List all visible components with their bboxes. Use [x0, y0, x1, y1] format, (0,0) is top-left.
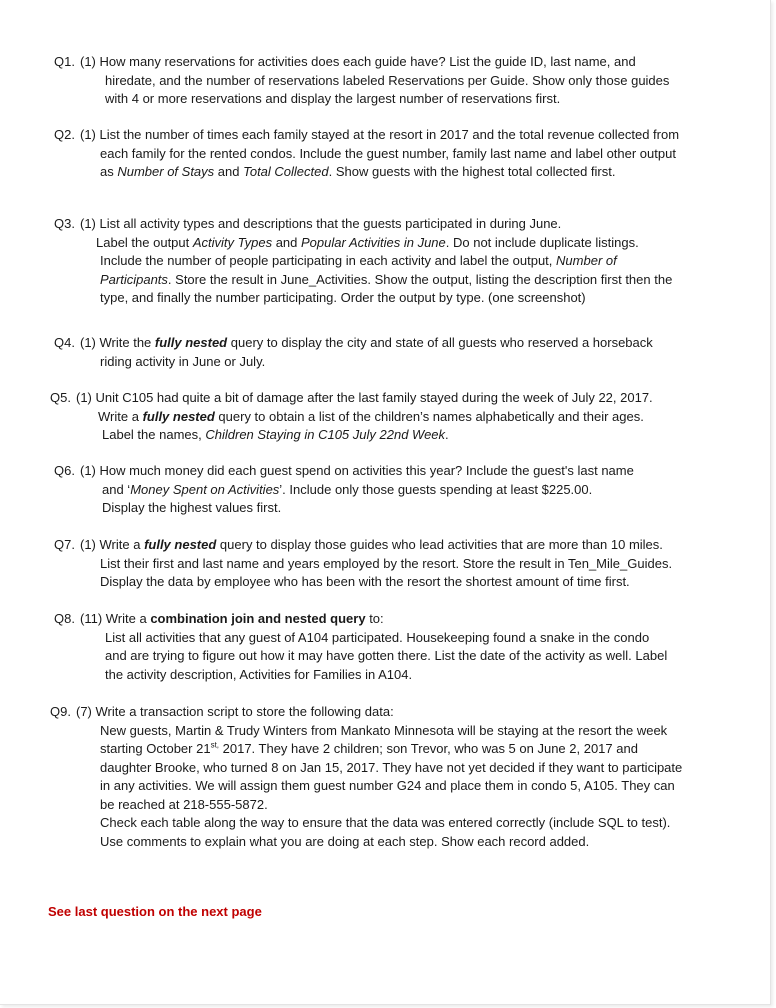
question-3: Q3. (1) List all activity types and descriptions that the guests participated in during June. Label the output Activity Types and Popular Activities in June. Do not include duplicate listings. Include the number of people participating in each activity and label the output, Number of Participants. Store the result in June_Activities. Show the output, listing the description first then the type, and finally the number participating. Order the output by type. (one screenshot): [54, 216, 673, 305]
question-6: Q6. (1) How much money did each guest spend on activities this year? Include the guest's last name and ‘Money Spent on Activities’. Include only those guests spending at least $225.00. Display the highest values first.: [54, 463, 634, 515]
question-1: Q1. (1) How many reservations for activities does each guide have? List the guide ID, last name, and hiredate, and the number of reservations labeled Reservations per Guide. Show only those guides with 4 or more reservations and display the largest number of reservations first.: [54, 54, 670, 106]
next-page-note: See last question on the next page: [48, 904, 262, 919]
question-number: Q1.: [54, 54, 75, 69]
question-4: Q4. (1) Write the fully nested query to display the city and state of all guests who reserved a horseback riding activity in June or July.: [54, 335, 653, 369]
question-number: Q8.: [54, 611, 75, 626]
question-number: Q7.: [54, 537, 75, 552]
question-number: Q2.: [54, 127, 75, 142]
question-5: Q5. (1) Unit C105 had quite a bit of damage after the last family stayed during the week of July 22, 2017. Write a fully nested query to obtain a list of the children’s names alphabetically and their ages. Label the names, Children Staying in C105 July 22nd Week.: [50, 390, 653, 442]
question-number: Q5.: [50, 390, 71, 405]
question-7: Q7. (1) Write a fully nested query to display those guides who lead activities that are more than 10 miles. List their first and last name and years employed by the resort. Store the result in Ten_Mile_Guides. Display the data by employee who has been with the resort the shortest amount of time first.: [54, 537, 673, 589]
question-number: Q6.: [54, 463, 75, 478]
question-number: Q4.: [54, 335, 75, 350]
question-8: Q8. (11) Write a combination join and nested query to: List all activities that any guest of A104 participated. Housekeeping found a snake in the condo and are trying to figure out how it may have gotten there. List the date of the activity as well. Label the activity description, Activities for Families in A104.: [54, 611, 668, 682]
question-2: Q2. (1) List the number of times each family stayed at the resort in 2017 and the total revenue collected from each family for the rented condos. Include the guest number, family last name and label other output as Number of Stays and Total Collected. Show guests with the highest total collected first.: [54, 127, 680, 179]
question-9: Q9. (7) Write a transaction script to store the following data: New guests, Martin & Trudy Winters from Mankato Minnesota will be staying at the resort the week starting October $21^{st,}$ 2017. They have 2 children; son Trevor, who was 5 on June 2, 2017 and daughter Brooke, who turned 8 on Jan 15, 2017. They have not yet decided if they want to participate in any activities. We will assign them guest number G24 and place them in condo 5, A105. They can be reached at 218-555-5872. Check each table along the way to ensure that the data was entered correctly (include SQL to test). Use comments to explain what you are doing at each step. Show each record added.: [50, 704, 683, 849]
question-number: Q9.: [50, 704, 71, 719]
question-number: Q3.: [54, 216, 75, 231]
